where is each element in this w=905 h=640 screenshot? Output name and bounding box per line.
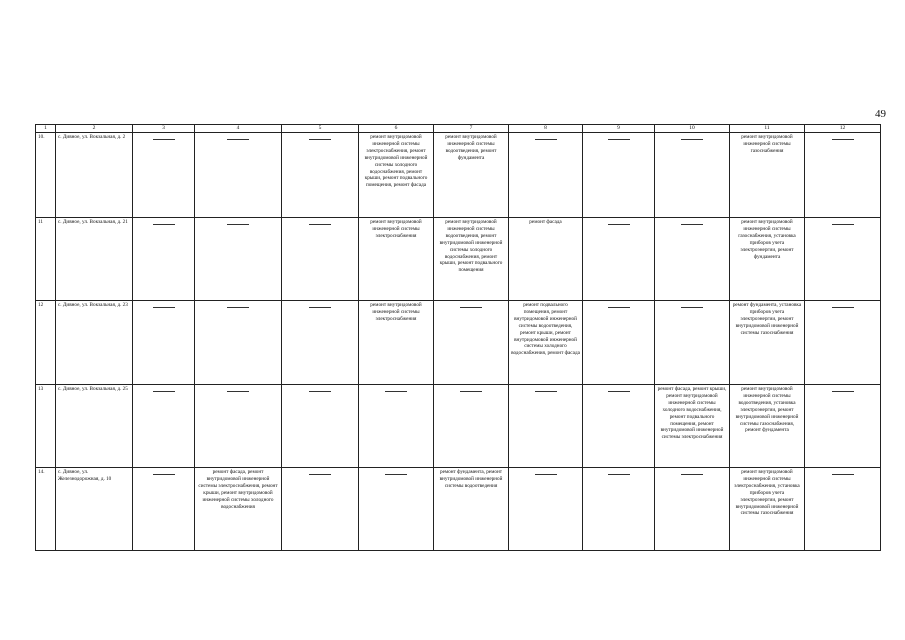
- work-cell: [655, 385, 730, 468]
- empty-dash-mark: [681, 139, 703, 140]
- page-number: 49: [875, 108, 886, 120]
- cell-text: ремонт внутридомовой инженерной системы водоотведения, ремонт внутридомовой инженерной системы холодного водоснабжения, ремонт крыши, ремонт подвального помещения: [439, 219, 503, 274]
- empty-dash-mark: [608, 391, 630, 392]
- work-cell: [509, 385, 583, 468]
- cell-text: 14.: [38, 469, 45, 476]
- column-header: 9: [583, 125, 655, 133]
- address-cell: [56, 468, 133, 551]
- address-cell: [56, 218, 133, 301]
- work-cell: [434, 385, 509, 468]
- work-cell: [133, 301, 195, 385]
- empty-dash-mark: [608, 474, 630, 475]
- repair-schedule-table: [35, 124, 881, 551]
- empty-dash-mark: [460, 391, 482, 392]
- cell-text: с. Дивное, ул. Вокзальная, д. 25: [58, 386, 128, 393]
- work-cell: [133, 133, 195, 218]
- empty-dash-mark: [153, 307, 175, 308]
- work-cell: [133, 468, 195, 551]
- column-header: 8: [509, 125, 583, 133]
- work-cell: [805, 133, 881, 218]
- work-cell: [583, 218, 655, 301]
- work-cell: [195, 133, 282, 218]
- column-header: 4: [195, 125, 282, 133]
- empty-dash-mark: [460, 307, 482, 308]
- work-cell: [509, 468, 583, 551]
- work-cell: [805, 218, 881, 301]
- work-cell: [583, 133, 655, 218]
- cell-text: ремонт внутридомовой инженерной системы газоснабжения, установка приборов учета электроэнергии, ремонт фундамента: [738, 219, 796, 260]
- work-cell: [359, 468, 434, 551]
- empty-dash-mark: [227, 224, 249, 225]
- cell-text: 11: [38, 219, 43, 226]
- empty-dash-mark: [309, 307, 331, 308]
- work-cell: [509, 218, 583, 301]
- work-cell: [195, 301, 282, 385]
- empty-dash-mark: [681, 474, 703, 475]
- table-row: [36, 218, 881, 301]
- cell-text: с. Дивное, ул. Вокзальная, д. 2: [58, 134, 126, 141]
- empty-dash-mark: [608, 139, 630, 140]
- empty-dash-mark: [227, 307, 249, 308]
- column-header: 11: [730, 125, 805, 133]
- row-number-cell: [36, 301, 56, 385]
- work-cell: [583, 468, 655, 551]
- work-cell: [282, 385, 359, 468]
- cell-text: с. Дивное, ул. Вокзальная, д. 21: [58, 219, 128, 226]
- column-header: 1: [36, 125, 56, 133]
- cell-text: с. Дивное, ул. Железнодорожная, д. 10: [58, 469, 112, 483]
- empty-dash-mark: [608, 224, 630, 225]
- row-number-cell: [36, 468, 56, 551]
- column-header: 3: [133, 125, 195, 133]
- table-body: [36, 133, 881, 551]
- empty-dash-mark: [832, 139, 854, 140]
- empty-dash-mark: [832, 474, 854, 475]
- cell-text: ремонт внутридомовой инженерной системы электроснабжения, установка приборов учета электроэнергии, ремонт внутридомовой инженерной системы газоснабжения: [734, 469, 800, 517]
- column-header: 6: [359, 125, 434, 133]
- work-cell: [655, 468, 730, 551]
- cell-text: 12: [38, 302, 44, 309]
- empty-dash-mark: [309, 474, 331, 475]
- empty-dash-mark: [385, 391, 407, 392]
- work-cell: [195, 218, 282, 301]
- empty-dash-mark: [535, 139, 557, 140]
- empty-dash-mark: [681, 224, 703, 225]
- cell-text: ремонт внутридомовой инженерной системы водоотведения, ремонт фундамента: [445, 134, 497, 161]
- work-cell: [730, 133, 805, 218]
- work-cell: [434, 133, 509, 218]
- address-cell: [56, 385, 133, 468]
- column-header: 7: [434, 125, 509, 133]
- empty-dash-mark: [227, 139, 249, 140]
- empty-dash-mark: [535, 391, 557, 392]
- work-cell: [282, 218, 359, 301]
- work-cell: [509, 133, 583, 218]
- cell-text: ремонт подвального помещения, ремонт внутридомовой инженерной системы водоотведения, ремонт крыши, ремонт внутридомовой инженерной системы холодного водоснабжения, ремонт фасада: [511, 302, 580, 357]
- work-cell: [434, 301, 509, 385]
- empty-dash-mark: [153, 139, 175, 140]
- empty-dash-mark: [309, 391, 331, 392]
- work-cell: [282, 133, 359, 218]
- cell-text: ремонт фасада: [529, 219, 562, 226]
- cell-text: ремонт внутридомовой инженерной системы электроснабжения, ремонт внутридомовой инженерной системы холодного водоснабжения, ремонт крыши, ремонт подвального помещения, ремонт фасада: [364, 134, 428, 189]
- cell-text: 10.: [38, 134, 45, 141]
- work-cell: [730, 301, 805, 385]
- empty-dash-mark: [153, 391, 175, 392]
- work-cell: [730, 468, 805, 551]
- table-row: [36, 133, 881, 218]
- empty-dash-mark: [832, 224, 854, 225]
- cell-text: ремонт фасада, ремонт крыши, ремонт внутридомовой инженерной системы холодного водоснабжения, ремонт подвального помещения, ремонт внутридомовой инженерной системы электроснабжения: [657, 386, 727, 441]
- table-row: [36, 301, 881, 385]
- work-cell: [133, 385, 195, 468]
- work-cell: [359, 218, 434, 301]
- cell-text: ремонт внутридомовой инженерной системы газоснабжения: [741, 134, 793, 154]
- cell-text: ремонт фасада, ремонт внутридомовой инженерной системы электроснабжения, ремонт крыши, ремонт внутридомовой инженерной системы холодного водоснабжения: [198, 469, 278, 510]
- work-cell: [133, 218, 195, 301]
- empty-dash-mark: [385, 474, 407, 475]
- empty-dash-mark: [832, 307, 854, 308]
- work-cell: [655, 218, 730, 301]
- row-number-cell: [36, 218, 56, 301]
- empty-dash-mark: [608, 307, 630, 308]
- cell-text: ремонт внутридомовой инженерной системы водоотведения, установка электроэнергии, ремонт внутридомовой инженерной системы газоснабжения, ремонт фундамента: [735, 386, 799, 434]
- empty-dash-mark: [681, 307, 703, 308]
- empty-dash-mark: [832, 391, 854, 392]
- row-number-cell: [36, 385, 56, 468]
- cell-text: ремонт внутридомовой инженерной системы электроснабжения: [370, 219, 422, 239]
- column-header: 12: [805, 125, 881, 133]
- work-cell: [583, 301, 655, 385]
- work-cell: [730, 385, 805, 468]
- cell-text: ремонт фундамента, установка приборов учета электроэнергии, ремонт внутридомовой инженерной системы газоснабжения: [732, 302, 802, 336]
- column-header: 5: [282, 125, 359, 133]
- work-cell: [434, 468, 509, 551]
- work-cell: [195, 385, 282, 468]
- work-cell: [730, 218, 805, 301]
- empty-dash-mark: [227, 391, 249, 392]
- empty-dash-mark: [153, 474, 175, 475]
- work-cell: [282, 468, 359, 551]
- work-cell: [655, 133, 730, 218]
- empty-dash-mark: [309, 224, 331, 225]
- work-cell: [359, 133, 434, 218]
- address-cell: [56, 301, 133, 385]
- work-cell: [509, 301, 583, 385]
- work-cell: [195, 468, 282, 551]
- cell-text: ремонт внутридомовой инженерной системы электроснабжения: [370, 302, 422, 322]
- work-cell: [655, 301, 730, 385]
- work-cell: [805, 385, 881, 468]
- table-row: [36, 385, 881, 468]
- cell-text: ремонт фундамента, ремонт внутридомовой инженерной системы водоотведения: [439, 469, 503, 489]
- column-header: 2: [56, 125, 133, 133]
- cell-text: 13: [38, 386, 44, 393]
- work-cell: [359, 385, 434, 468]
- work-cell: [805, 301, 881, 385]
- empty-dash-mark: [535, 474, 557, 475]
- table-row: [36, 468, 881, 551]
- row-number-cell: [36, 133, 56, 218]
- empty-dash-mark: [153, 224, 175, 225]
- work-cell: [434, 218, 509, 301]
- header-row: [36, 125, 881, 133]
- work-cell: [359, 301, 434, 385]
- column-header: 10: [655, 125, 730, 133]
- work-cell: [282, 301, 359, 385]
- empty-dash-mark: [309, 139, 331, 140]
- address-cell: [56, 133, 133, 218]
- work-cell: [583, 385, 655, 468]
- work-cell: [805, 468, 881, 551]
- cell-text: с. Дивное, ул. Вокзальная, д. 23: [58, 302, 128, 309]
